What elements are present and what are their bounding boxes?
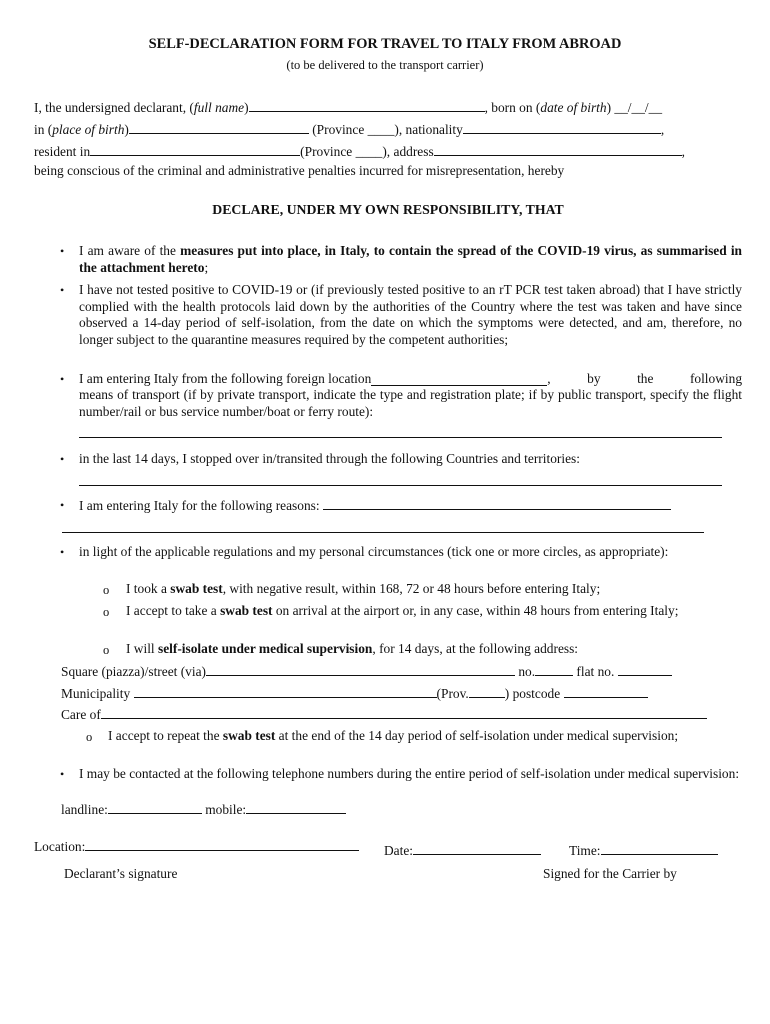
flat-number-field[interactable] bbox=[618, 663, 672, 676]
full-name-field[interactable] bbox=[249, 99, 485, 112]
bullet-icon: • bbox=[60, 283, 65, 297]
bullet-icon: • bbox=[60, 767, 65, 781]
bullet-icon: • bbox=[60, 372, 65, 386]
isolation-care-of-line: Care of bbox=[61, 706, 707, 724]
mobile-field[interactable] bbox=[246, 801, 346, 814]
declarant-signature-label: Declarant’s signature bbox=[64, 866, 178, 881]
landline-field[interactable] bbox=[108, 801, 202, 814]
option-swab-arrival: I accept to take a swab test on arrival at the airport or, in any case, within 48 hours from entering Italy; bbox=[126, 603, 679, 618]
address-field[interactable] bbox=[434, 143, 682, 156]
carrier-signature-label: Signed for the Carrier by bbox=[543, 866, 677, 881]
intro-line-4: being conscious of the criminal and administrative penalties incurred for misrepresentation, hereby bbox=[34, 163, 565, 178]
bullet-icon: • bbox=[60, 545, 65, 559]
reasons-field[interactable] bbox=[323, 497, 671, 510]
residence-field[interactable] bbox=[90, 143, 300, 156]
municipality-field[interactable] bbox=[134, 685, 437, 698]
option-circle-icon[interactable]: o bbox=[103, 643, 110, 657]
form-subtitle: (to be delivered to the transport carrier) bbox=[286, 58, 484, 72]
bullet-icon: • bbox=[60, 498, 65, 512]
declaration-entry-location: I am entering Italy from the following foreign location , by the following bbox=[79, 371, 743, 386]
foreign-location-field[interactable] bbox=[371, 373, 547, 386]
bullet-icon: • bbox=[60, 452, 65, 466]
intro-line-3: resident in (Province ____), address , bbox=[34, 144, 686, 159]
form-title: SELF-DECLARATION FORM FOR TRAVEL TO ITALY FROM ABROAD bbox=[148, 36, 622, 52]
option-circle-icon[interactable]: o bbox=[86, 730, 93, 744]
declaration-measures: I am aware of the measures put into place, in Italy, to contain the spread of the COVID-19 virus, as summarised in the attachment hereto; bbox=[79, 243, 742, 275]
option-circle-icon[interactable]: o bbox=[103, 583, 110, 597]
nationality-field[interactable] bbox=[463, 121, 661, 134]
postcode-field[interactable] bbox=[564, 685, 648, 698]
intro-line-2: in (place of birth) (Province ____), nationality , bbox=[34, 122, 665, 137]
declaration-heading: DECLARE, UNDER MY OWN RESPONSIBILITY, THAT bbox=[212, 202, 564, 217]
reasons-field-continued[interactable] bbox=[62, 532, 704, 533]
province-field[interactable] bbox=[469, 685, 505, 698]
declaration-reasons: I am entering Italy for the following reasons: bbox=[79, 497, 671, 515]
time-line: Time: bbox=[569, 842, 718, 860]
option-self-isolate: I will self-isolate under medical supervision, for 14 days, at the following address: bbox=[126, 641, 579, 656]
time-field[interactable] bbox=[601, 842, 718, 855]
location-line: Location: bbox=[34, 838, 359, 856]
location-field[interactable] bbox=[85, 838, 359, 851]
date-line: Date: bbox=[384, 842, 541, 860]
date-of-birth-field[interactable]: ) __/__/__ bbox=[606, 100, 663, 115]
date-field[interactable] bbox=[413, 842, 541, 855]
transport-field[interactable] bbox=[79, 437, 722, 438]
isolation-municipality-line: Municipality (Prov. ) postcode bbox=[61, 685, 648, 703]
intro-line-1: I, the undersigned declarant, (full name) , born on (date of birth) __/__/__ bbox=[34, 100, 663, 115]
option-repeat-swab: I accept to repeat the swab test at the end of the 14 day period of self-isolation under medical supervision; bbox=[108, 728, 679, 743]
option-circle-icon[interactable]: o bbox=[103, 605, 110, 619]
option-swab-before: I took a swab test, with negative result, within 168, 72 or 48 hours before entering Italy; bbox=[126, 581, 601, 596]
declaration-transit: in the last 14 days, I stopped over in/transited through the following Countries and territories: bbox=[79, 451, 580, 466]
phone-line: landline: mobile: bbox=[61, 801, 346, 819]
street-number-field[interactable] bbox=[535, 663, 573, 676]
street-field[interactable] bbox=[206, 663, 515, 676]
place-of-birth-field[interactable] bbox=[129, 121, 309, 134]
transit-countries-field[interactable] bbox=[79, 485, 722, 486]
declaration-transport: means of transport (if by private transport, indicate the type and registration plate; if by public transport, specify the flight number/rail or bus service number/boat or ferry route): bbox=[79, 387, 742, 419]
care-of-field[interactable] bbox=[101, 706, 707, 719]
declaration-circumstances: in light of the applicable regulations and my personal circumstances (tick one or more circles, as appropriate): bbox=[79, 544, 669, 559]
isolation-street-line: Square (piazza)/street (via) no. flat no. bbox=[61, 663, 672, 681]
declaration-covid-test: I have not tested positive to COVID-19 or (if previously tested positive to an rT PCR test taken abroad) that I have strictly complied with the health protocols laid down by the authorities of the Country where the test was taken and have since observed a 14-day period of self-isolation, from the date on which the symptoms were detected, and am, therefore, no longer subject to the quarantine measures required by the competent authorities; bbox=[79, 282, 742, 347]
bullet-icon: • bbox=[60, 244, 65, 258]
declaration-contact: I may be contacted at the following telephone numbers during the entire period of self-isolation under medical supervision: bbox=[79, 766, 740, 781]
